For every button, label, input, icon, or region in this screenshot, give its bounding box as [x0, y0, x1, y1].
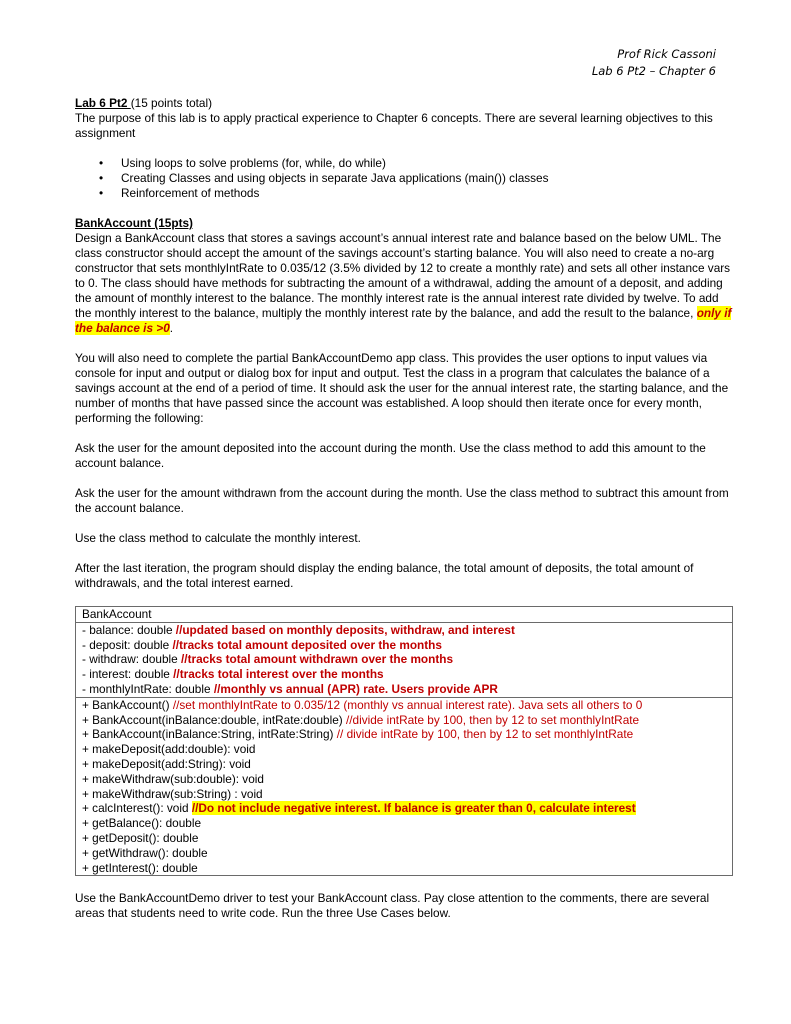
- uml-method-row: [82, 831, 726, 846]
- bankaccount-paragraph-1: [75, 231, 735, 336]
- lab-title: Lab 6 Pt2: [75, 96, 131, 110]
- bankaccount-section-title: BankAccount (15pts): [75, 216, 193, 230]
- objective-text: Creating Classes and using objects in separate Java applications (main()) classes: [121, 171, 549, 185]
- objective-text: Using loops to solve problems (for, while, do while): [121, 156, 386, 170]
- balance-condition-highlight: only if the balance is >0: [75, 306, 732, 335]
- method-signature: + calcInterest(): void: [82, 801, 192, 816]
- bullet-icon: •: [99, 186, 104, 200]
- uml-method-row: [82, 727, 726, 742]
- uml-field-row: [82, 638, 726, 653]
- objectives-list: [75, 156, 735, 201]
- uml-methods-section: [76, 697, 732, 876]
- header-lab: Lab 6 Pt2 – Chapter 6: [591, 64, 716, 78]
- field-signature: - withdraw: double: [82, 652, 182, 667]
- header-author: Prof Rick Cassoni: [617, 47, 716, 61]
- uml-method-row: [82, 742, 726, 757]
- uml-method-row: [82, 787, 726, 802]
- list-item: [75, 171, 735, 186]
- method-signature: + makeDeposit(add:double): void: [82, 742, 256, 757]
- footer-paragraph: Use the BankAccountDemo driver to test your BankAccount class. Pay close attention to the comments, there are several areas that students need to write code. Run the three Use Cases below.: [75, 891, 710, 921]
- uml-method-row: [82, 772, 726, 787]
- method-signature: + getBalance(): double: [82, 816, 202, 831]
- field-comment: //tracks total amount deposited over the months: [172, 637, 442, 652]
- method-signature: + BankAccount(): [82, 697, 173, 712]
- lab-points: (15 points total): [130, 96, 213, 110]
- bullet-icon: •: [99, 156, 104, 170]
- uml-field-row: [82, 667, 726, 682]
- bullet-icon: •: [99, 171, 104, 185]
- page-header: [592, 46, 716, 80]
- bankaccount-paragraph-4: Ask the user for the amount withdrawn from the account during the month. Use the class method to subtract this amount from the account balance.: [75, 486, 729, 515]
- method-signature: + getDeposit(): double: [82, 830, 199, 845]
- uml-field-row: [82, 652, 726, 667]
- method-signature: + makeDeposit(add:String): void: [82, 756, 251, 771]
- list-item: [75, 186, 735, 201]
- uml-method-row: [82, 816, 726, 831]
- method-comment: //set monthlyIntRate to 0.035/12 (monthly vs annual interest rate). Java sets all others to 0: [172, 697, 643, 712]
- document-body: [75, 96, 735, 921]
- uml-fields-section: [76, 622, 732, 697]
- objective-text: Reinforcement of methods: [121, 186, 260, 200]
- uml-class-name: BankAccount: [82, 607, 152, 621]
- method-signature: + BankAccount(inBalance:String, intRate:String): [82, 727, 337, 742]
- field-comment: //tracks total amount withdrawn over the months: [181, 652, 454, 667]
- bankaccount-paragraph-5: Use the class method to calculate the monthly interest.: [75, 531, 361, 545]
- lab-title-line: [75, 96, 735, 111]
- field-comment: //monthly vs annual (APR) rate. Users provide APR: [213, 681, 498, 696]
- method-signature: + getInterest(): double: [82, 860, 198, 875]
- method-signature: + getWithdraw(): double: [82, 845, 208, 860]
- uml-method-row: [82, 846, 726, 861]
- uml-field-row: [82, 623, 726, 638]
- method-signature: + makeWithdraw(sub:String) : void: [82, 786, 263, 801]
- method-comment: //divide intRate by 100, then by 12 to set monthlyIntRate: [345, 712, 640, 727]
- field-comment: //tracks total interest over the months: [173, 667, 384, 682]
- field-signature: - balance: double: [82, 622, 176, 637]
- field-comment: //updated based on monthly deposits, withdraw, and interest: [175, 622, 515, 637]
- field-signature: - monthlyIntRate: double: [82, 681, 214, 696]
- bankaccount-paragraph-2: You will also need to complete the partial BankAccountDemo app class. This provides the user options to input values via console for input and output or dialog box for input and output. Test the class in a program that calculates the balance of a savings account at the end of a period of time. It should ask the user for the annual interest rate, the starting balance, and the number of months that have passed since the account was established. A loop should then iterate once for every month, performing the following:: [75, 351, 729, 425]
- method-comment-highlight: //Do not include negative interest. If balance is greater than 0, calculate interest: [191, 801, 636, 816]
- uml-class-diagram: [75, 606, 733, 876]
- uml-field-row: [82, 682, 726, 697]
- uml-method-row: [82, 801, 726, 816]
- method-signature: + BankAccount(inBalance:double, intRate:double): [82, 712, 346, 727]
- field-signature: - deposit: double: [82, 637, 173, 652]
- uml-class-name-section: [76, 607, 732, 622]
- paragraph-end: .: [169, 321, 174, 335]
- lab-intro: The purpose of this lab is to apply practical experience to Chapter 6 concepts. There are several learning objectives to this assignment: [75, 111, 713, 140]
- bankaccount-paragraph-6: After the last iteration, the program should display the ending balance, the total amount of deposits, the total amount of withdrawals, and the total interest earned.: [75, 561, 694, 590]
- method-signature: + makeWithdraw(sub:double): void: [82, 771, 264, 786]
- field-signature: - interest: double: [82, 667, 174, 682]
- bankaccount-paragraph-3: Ask the user for the amount deposited into the account during the month. Use the class method to add this amount to the account balance.: [75, 441, 706, 470]
- uml-method-row: [82, 861, 726, 876]
- list-item: [75, 156, 735, 171]
- uml-method-row: [82, 713, 726, 728]
- paragraph-text: Design a BankAccount class that stores a savings account’s annual interest rate and balance based on the below UML. The class constructor should accept the amount of the savings account’s starting balance. You will also need to create a no-arg constructor that sets monthlyIntRate to 0.035/12 (3.5% divided by 12 to create a monthly rate) and sets all other instance vars to 0. The class should have methods for subtracting the amount of a withdrawal, adding the amount of a deposit, and adding the amount of monthly interest to the balance. The monthly interest rate is the annual interest rate divided by twelve. To add the monthly interest to the balance, multiply the monthly interest rate by the balance, and add the result to the balance,: [75, 231, 731, 320]
- uml-method-row: [82, 698, 726, 713]
- method-comment: // divide intRate by 100, then by 12 to set monthlyIntRate: [336, 727, 634, 742]
- uml-method-row: [82, 757, 726, 772]
